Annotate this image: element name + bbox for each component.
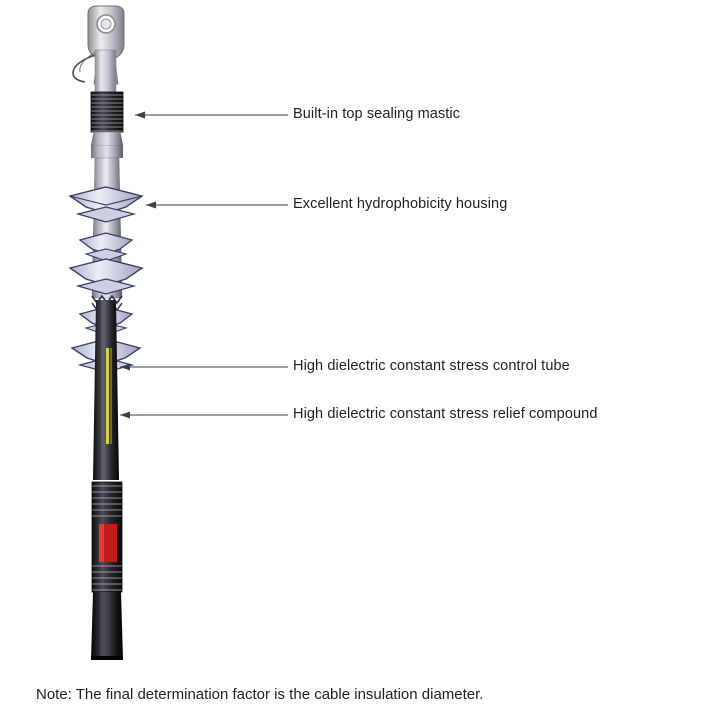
- callout-label-stress-control-tube: High dielectric constant stress control tube: [293, 358, 570, 374]
- figure-note: Note: The final determination factor is the cable insulation diameter.: [36, 686, 484, 703]
- callout-leaders: [120, 112, 288, 419]
- lower-ribbed-section: [92, 482, 122, 592]
- top-sealing-mastic-band: [91, 92, 123, 132]
- callout-label-top-sealing-mastic: Built-in top sealing mastic: [293, 106, 461, 122]
- callout-label-hydrophobicity-housing: Excellent hydrophobicity housing: [293, 196, 508, 212]
- stress-control-tube: [93, 300, 119, 480]
- cable-jacket: [91, 592, 123, 660]
- callout-label-stress-relief-compound: High dielectric constant stress relief compound: [293, 406, 598, 422]
- conductor-rod: [95, 50, 116, 92]
